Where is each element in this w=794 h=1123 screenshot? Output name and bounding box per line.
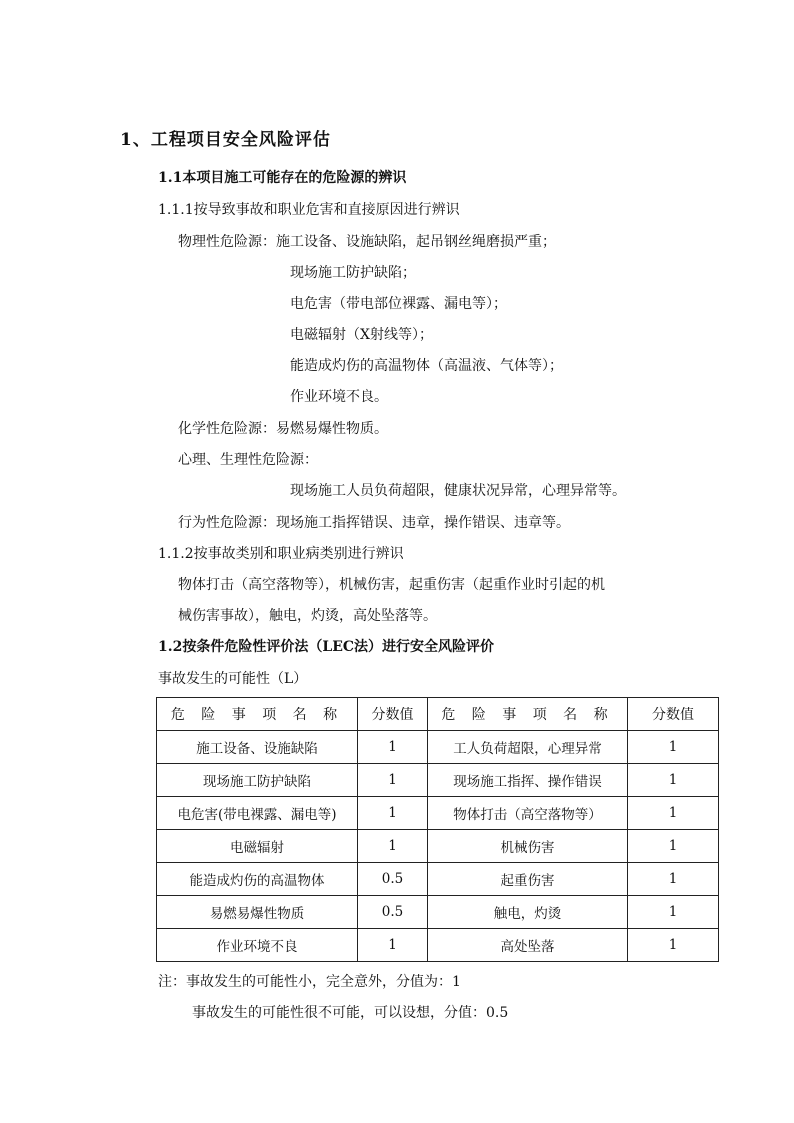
hazard-name-cell: 触电，灼烫 bbox=[428, 896, 628, 929]
score-cell: 1 bbox=[358, 830, 428, 863]
likelihood-table bbox=[156, 697, 719, 962]
score-cell: 0.5 bbox=[358, 863, 428, 896]
score-cell: 1 bbox=[628, 830, 719, 863]
physical-hazard-item: 现场施工防护缺陷； bbox=[290, 265, 416, 281]
psych-hazard-label: 心理、生理性危险源： bbox=[178, 452, 318, 468]
score-cell: 0.5 bbox=[358, 896, 428, 929]
physical-hazard-item: 作业环境不良。 bbox=[290, 389, 388, 405]
score-cell: 1 bbox=[358, 929, 428, 962]
score-cell: 1 bbox=[628, 731, 719, 764]
physical-hazard-line: 物理性危险源：施工设备、设施缺陷，起吊钢丝绳磨损严重； bbox=[178, 234, 556, 250]
behavior-hazard-line: 行为性危险源：现场施工指挥错误、违章，操作错误、违章等。 bbox=[178, 515, 570, 531]
score-cell: 1 bbox=[358, 764, 428, 797]
header-score-left: 分数值 bbox=[358, 698, 428, 731]
table-row bbox=[157, 764, 719, 797]
score-cell: 1 bbox=[358, 731, 428, 764]
table-row bbox=[157, 896, 719, 929]
hazard-name-cell: 易燃易爆性物质 bbox=[157, 896, 358, 929]
hazard-name-cell: 物体打击（高空落物等） bbox=[428, 797, 628, 830]
section-title-1-1-2: 1.1.2按事故类别和职业病类别进行辨识 bbox=[158, 546, 404, 562]
score-cell: 1 bbox=[628, 929, 719, 962]
section-title-1: 1、工程项目安全风险评估 bbox=[120, 130, 331, 150]
table-row bbox=[157, 830, 719, 863]
accident-types-line-1: 物体打击（高空落物等），机械伤害，起重伤害（起重作业时引起的机 bbox=[178, 577, 605, 593]
physical-hazard-item: 能造成灼伤的高温物体（高温液、气体等）； bbox=[290, 358, 563, 374]
psych-hazard-item: 现场施工人员负荷超限，健康状况异常，心理异常等。 bbox=[290, 483, 626, 499]
hazard-name-cell: 电磁辐射 bbox=[157, 830, 358, 863]
score-cell: 1 bbox=[628, 764, 719, 797]
table-row bbox=[157, 929, 719, 962]
hazard-name-cell: 机械伤害 bbox=[428, 830, 628, 863]
table-row bbox=[157, 797, 719, 830]
hazard-name-cell: 现场施工指挥、操作错误 bbox=[428, 764, 628, 797]
chemical-hazard-line: 化学性危险源：易燃易爆性物质。 bbox=[178, 421, 388, 437]
score-cell: 1 bbox=[628, 863, 719, 896]
table-header-row bbox=[157, 698, 719, 731]
score-cell: 1 bbox=[628, 896, 719, 929]
score-cell: 1 bbox=[628, 797, 719, 830]
hazard-name-cell: 作业环境不良 bbox=[157, 929, 358, 962]
header-hazard-name-right: 危 险 事 项 名 称 bbox=[428, 698, 628, 731]
physical-hazard-item: 电磁辐射（X射线等）； bbox=[290, 327, 433, 343]
hazard-name-cell: 高处坠落 bbox=[428, 929, 628, 962]
note-line-2: 事故发生的可能性很不可能，可以设想，分值：0.5 bbox=[192, 1005, 509, 1021]
hazard-name-cell: 现场施工防护缺陷 bbox=[157, 764, 358, 797]
hazard-name-cell: 起重伤害 bbox=[428, 863, 628, 896]
hazard-name-cell: 施工设备、设施缺陷 bbox=[157, 731, 358, 764]
section-title-1-2: 1.2按条件危险性评价法（LEC法）进行安全风险评价 bbox=[158, 639, 495, 655]
note-line-1: 注：事故发生的可能性小，完全意外，分值为：1 bbox=[158, 974, 461, 990]
hazard-name-cell: 能造成灼伤的高温物体 bbox=[157, 863, 358, 896]
section-title-1-1-1: 1.1.1按导致事故和职业危害和直接原因进行辨识 bbox=[158, 202, 460, 218]
hazard-name-cell: 工人负荷超限，心理异常 bbox=[428, 731, 628, 764]
table-row bbox=[157, 731, 719, 764]
score-cell: 1 bbox=[358, 797, 428, 830]
likelihood-title: 事故发生的可能性（L） bbox=[158, 671, 308, 687]
header-score-right: 分数值 bbox=[628, 698, 719, 731]
hazard-name-cell: 电危害(带电裸露、漏电等) bbox=[157, 797, 358, 830]
header-hazard-name-left: 危 险 事 项 名 称 bbox=[157, 698, 358, 731]
physical-hazard-item: 电危害（带电部位裸露、漏电等）； bbox=[290, 296, 507, 312]
accident-types-line-2: 械伤害事故），触电，灼烫，高处坠落等。 bbox=[178, 608, 437, 624]
table-row bbox=[157, 863, 719, 896]
section-title-1-1: 1.1本项目施工可能存在的危险源的辨识 bbox=[158, 170, 407, 186]
